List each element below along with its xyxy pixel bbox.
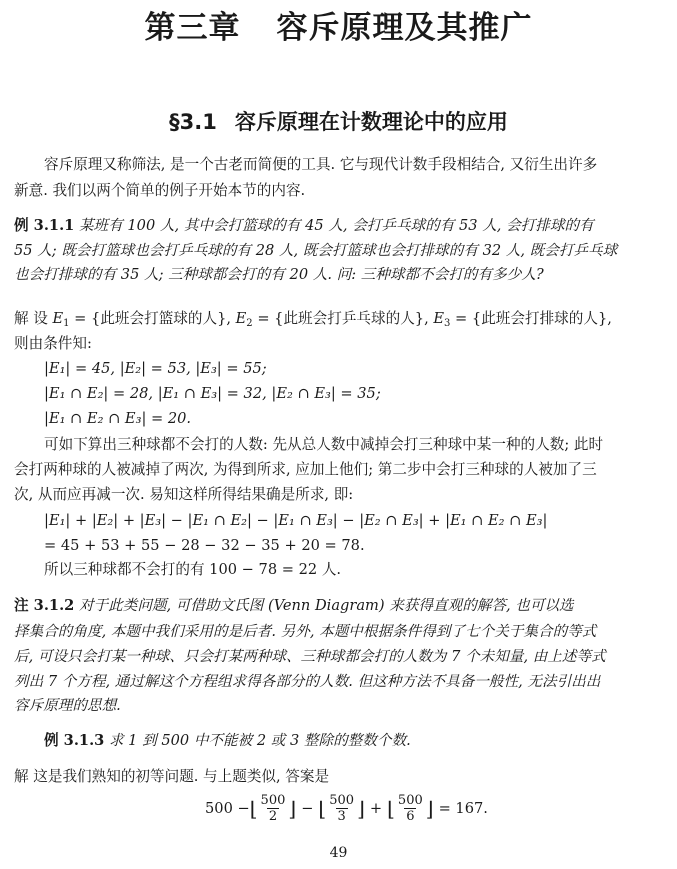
- floor-close: ⌋: [288, 796, 297, 821]
- solution-label: 解: [14, 310, 29, 327]
- fraction: [259, 793, 288, 824]
- solution-2: [14, 767, 329, 787]
- example-text: 某班有 100 人, 其中会打篮球的有 45 人, 会打乒乓球的有 53 人, 会打排球的有: [78, 217, 594, 234]
- note-text: 对于此类问题, 可借助文氏图 (Venn Diagram) 来获得直观的解答, 也可以选: [78, 597, 574, 614]
- set-e1: $E_1$: [52, 310, 70, 329]
- floor-close: ⌋: [357, 796, 365, 821]
- floor-open: ⌊: [249, 796, 258, 821]
- note-text: 列出 7 个方程, 通过解这个方程组求得各部分的人数. 但这种方法不具备一般性, 无法引出出: [14, 673, 601, 690]
- fraction: [327, 793, 356, 824]
- intro-line: 新意. 我们以两个简单的例子开始本节的内容.: [14, 182, 306, 199]
- floor-formula: [205, 793, 488, 824]
- solution-text: 可如下算出三种球都不会打的人数: 先从总人数中减掉会打三种球中某一种的人数; 此时: [44, 436, 604, 453]
- chapter-number: 第三章: [144, 10, 241, 46]
- fraction-denominator: 3: [337, 809, 346, 824]
- formula-result: = 167.: [438, 800, 488, 817]
- solution-setup: [14, 309, 612, 334]
- equation-line: |E₁| = 45, |E₂| = 53, |E₃| = 55;: [44, 360, 267, 377]
- floor-open: ⌊: [387, 796, 395, 821]
- equation-line: |E₁ ∩ E₂ ∩ E₃| = 20.: [44, 410, 192, 427]
- example-3-1-1: [14, 216, 594, 236]
- note-3-1-2: [14, 596, 574, 616]
- formula-lead: 500 −: [205, 800, 250, 817]
- calculation-line: = 45 + 53 + 55 − 28 − 32 − 35 + 20 = 78.: [44, 537, 365, 554]
- solution-text: 次, 从而应再减一次. 易知这样所得结果确是所求, 即:: [14, 486, 354, 503]
- fraction-numerator: 500: [329, 793, 355, 808]
- example-label: 例 3.1.1: [14, 217, 75, 234]
- fraction-numerator: 500: [260, 793, 286, 808]
- note-text: 择集合的角度, 本题中我们采用的是后者. 另外, 本题中根据条件得到了七个关于集合的等式: [14, 623, 597, 640]
- page-number: 49: [329, 845, 348, 861]
- intro-line: 容斥原理又称筛法, 是一个古老而简便的工具. 它与现代计数手段相结合, 又衍生出许多: [44, 156, 598, 173]
- solution-setup-text: 设: [33, 310, 48, 327]
- section-number: §3.1: [169, 110, 217, 134]
- section-name: 容斥原理在计数理论中的应用: [234, 110, 508, 134]
- fraction: [396, 793, 425, 824]
- solution-text: 则由条件知:: [14, 335, 92, 352]
- equation-line: |E₁ ∩ E₂| = 28, |E₁ ∩ E₃| = 32, |E₂ ∩ E₃| = 35;: [44, 385, 381, 402]
- fraction-denominator: 2: [268, 809, 278, 824]
- floor-open: ⌊: [318, 796, 327, 821]
- example-label: 例 3.1.3: [44, 732, 105, 749]
- chapter-title: [0, 2, 677, 47]
- formula-operator: +: [369, 800, 383, 817]
- chapter-name: 容斥原理及其推广: [276, 10, 533, 46]
- solution-conclusion: 所以三种球都不会打的有 100 − 78 = 22 人.: [44, 561, 342, 578]
- set-e3: $E_3$: [433, 310, 451, 329]
- set-e2-definition: = {此班会打乒乓球的人},: [257, 310, 429, 327]
- solution-text: 会打两种球的人被减掉了两次, 为得到所求, 应加上他们; 第二步中会打三种球的人被加了三: [14, 461, 597, 478]
- set-e2: $E_2$: [235, 310, 253, 329]
- fraction-numerator: 500: [397, 793, 423, 808]
- section-title: [0, 106, 677, 136]
- example-text: 也会打排球的有 35 人; 三种球都会打的有 20 人. 问: 三种球都不会打的有多少人?: [14, 266, 544, 283]
- solution-text: 这是我们熟知的初等问题. 与上题类似, 答案是: [33, 768, 330, 785]
- set-e1-definition: = {此班会打篮球的人},: [74, 310, 231, 327]
- example-3-1-3: [44, 731, 411, 751]
- example-text: 55 人; 既会打篮球也会打乒乓球的有 28 人, 既会打篮球也会打排球的有 32 人, 既会打乒乓球: [14, 242, 618, 259]
- solution-label: 解: [14, 768, 29, 785]
- note-text: 后, 可设只会打某一种球、只会打某两种球、三种球都会打的人数为 7 个未知量, 由上述等式: [14, 648, 606, 665]
- fraction-denominator: 6: [406, 809, 415, 824]
- note-label: 注 3.1.2: [14, 597, 75, 614]
- calculation-line: |E₁| + |E₂| + |E₃| − |E₁ ∩ E₂| − |E₁ ∩ E₃| − |E₂ ∩ E₃| + |E₁ ∩ E₂ ∩ E₃|: [44, 512, 548, 529]
- formula-operator: −: [301, 800, 314, 817]
- note-text: 容斥原理的思想.: [14, 697, 121, 714]
- floor-close: ⌋: [425, 796, 434, 821]
- example-text: 求 1 到 500 中不能被 2 或 3 整除的整数个数.: [108, 732, 411, 749]
- set-e3-definition: = {此班会打排球的人},: [455, 310, 612, 327]
